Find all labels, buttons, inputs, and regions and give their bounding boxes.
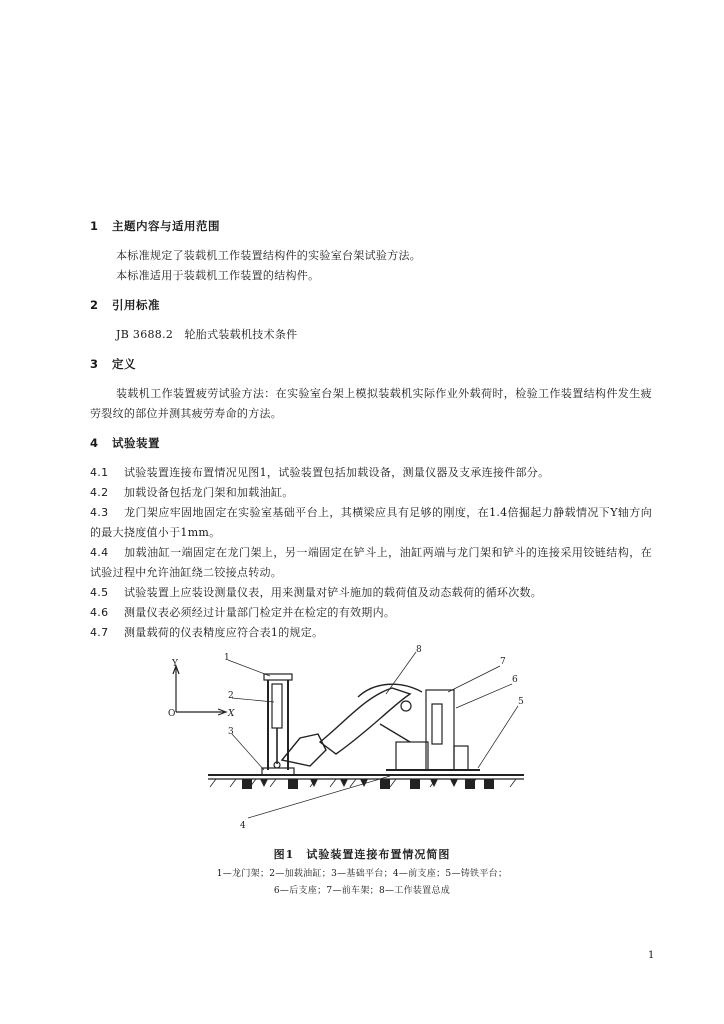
- clause-text: 测量仪表必须经过计量部门检定并在检定的有效期内。: [124, 606, 396, 619]
- callout-4: 4: [240, 821, 246, 831]
- front-support: [396, 742, 428, 770]
- clause-number: 4.5: [90, 586, 109, 599]
- clause-text: 龙门架应牢固地固定在实验室基础平台上，其横梁应具有足够的刚度，在1.4倍掘起力静载情况下Y轴方向的最大挠度值小于1mm。: [90, 506, 652, 539]
- callout-6: 6: [512, 675, 518, 685]
- clause-4-1: [90, 463, 652, 483]
- rear-support: [454, 746, 468, 770]
- boom-pivot: [401, 701, 411, 711]
- clause-text: 试验装置连接布置情况见图1，试验装置包括加载设备，测量仪器及支承连接件部分。: [124, 466, 550, 479]
- origin-label: O: [168, 709, 176, 719]
- page-number: 1: [648, 950, 655, 961]
- clause-number: 4.7: [90, 626, 109, 639]
- figure-legend-line: 6—后支座；7—前车架；8—工作装置总成: [273, 886, 451, 896]
- section-title: 定义: [112, 357, 136, 371]
- leader-lines: [228, 652, 518, 818]
- callout-5: 5: [518, 697, 524, 707]
- anchor-blocks: [242, 779, 494, 789]
- x-axis-label: X: [228, 709, 235, 719]
- section-number: 1: [90, 219, 99, 233]
- callout-2: 2: [228, 691, 234, 701]
- callout-3: 3: [228, 727, 234, 737]
- paragraph: 本标准规定了装载机工作装置结构件的实验室台架试验方法。: [116, 249, 422, 262]
- section-number: 4: [90, 436, 99, 450]
- clause-4-3: [90, 503, 652, 543]
- clause-4-5: [90, 583, 652, 603]
- load-cylinder: [272, 684, 282, 728]
- clause-4-7: [90, 623, 652, 643]
- figure-legend-line: 1—龙门架；2—加载油缸；3—基础平台；4—前支座；5—铸铁平台；: [216, 869, 508, 879]
- clause-number: 4.6: [90, 606, 109, 619]
- clause-text: 加载油缸一端固定在龙门架上，另一端固定在铲斗上，油缸两端与龙门架和铲斗的连接采用铰链结构，在试验过程中允许油缸绕二铰接点转动。: [90, 546, 652, 579]
- section-number: 3: [90, 357, 99, 371]
- front-frame: [426, 690, 454, 770]
- clause-number: 4.3: [90, 506, 109, 519]
- definition-paragraph: 装载机工作装置疲劳试验方法：在实验室台架上模拟装载机实际作业外载荷时，检验工作装置结构件发生疲劳裂纹的部位并测其疲劳寿命的方法。: [90, 387, 652, 420]
- boom-upper: [358, 684, 422, 697]
- clause-4-6: [90, 603, 652, 623]
- section-number: 2: [90, 298, 99, 312]
- section-3-heading: [90, 356, 136, 372]
- section-title: 试验装置: [112, 436, 160, 450]
- section-2-heading: [90, 297, 160, 313]
- clause-text: 试验装置上应装设测量仪表，用来测量对铲斗施加的载荷值及动态载荷的循环次数。: [124, 586, 543, 599]
- section-1-heading: [90, 218, 220, 234]
- reference-standard: JB 3688.2 轮胎式装载机技术条件: [116, 328, 298, 341]
- gantry-foot: [262, 768, 294, 775]
- section-title: 引用标准: [112, 298, 160, 312]
- y-axis-label: Y: [172, 659, 178, 669]
- callout-8: 8: [416, 645, 422, 655]
- callout-7: 7: [500, 657, 506, 667]
- section-4-heading: [90, 435, 160, 451]
- paragraph: 本标准适用于装载机工作装置的结构件。: [116, 269, 320, 282]
- figure-caption: 图1 试验装置连接布置情况简图: [273, 848, 451, 861]
- clause-4-4: [90, 543, 652, 583]
- clause-text: 加载设备包括龙门架和加载油缸。: [124, 486, 294, 499]
- section-title: 主题内容与适用范围: [112, 219, 220, 233]
- clause-number: 4.2: [90, 486, 109, 499]
- test-rig-diagram: [160, 642, 560, 832]
- clause-number: 4.4: [90, 546, 109, 559]
- front-frame-plate: [432, 704, 442, 744]
- gantry-beam: [264, 674, 292, 680]
- clause-number: 4.1: [90, 466, 109, 479]
- callout-1: 1: [224, 653, 230, 663]
- tilt-link: [380, 724, 410, 742]
- clause-4-2: [90, 483, 652, 503]
- clause-text: 测量载荷的仪表精度应符合表1的规定。: [124, 626, 324, 639]
